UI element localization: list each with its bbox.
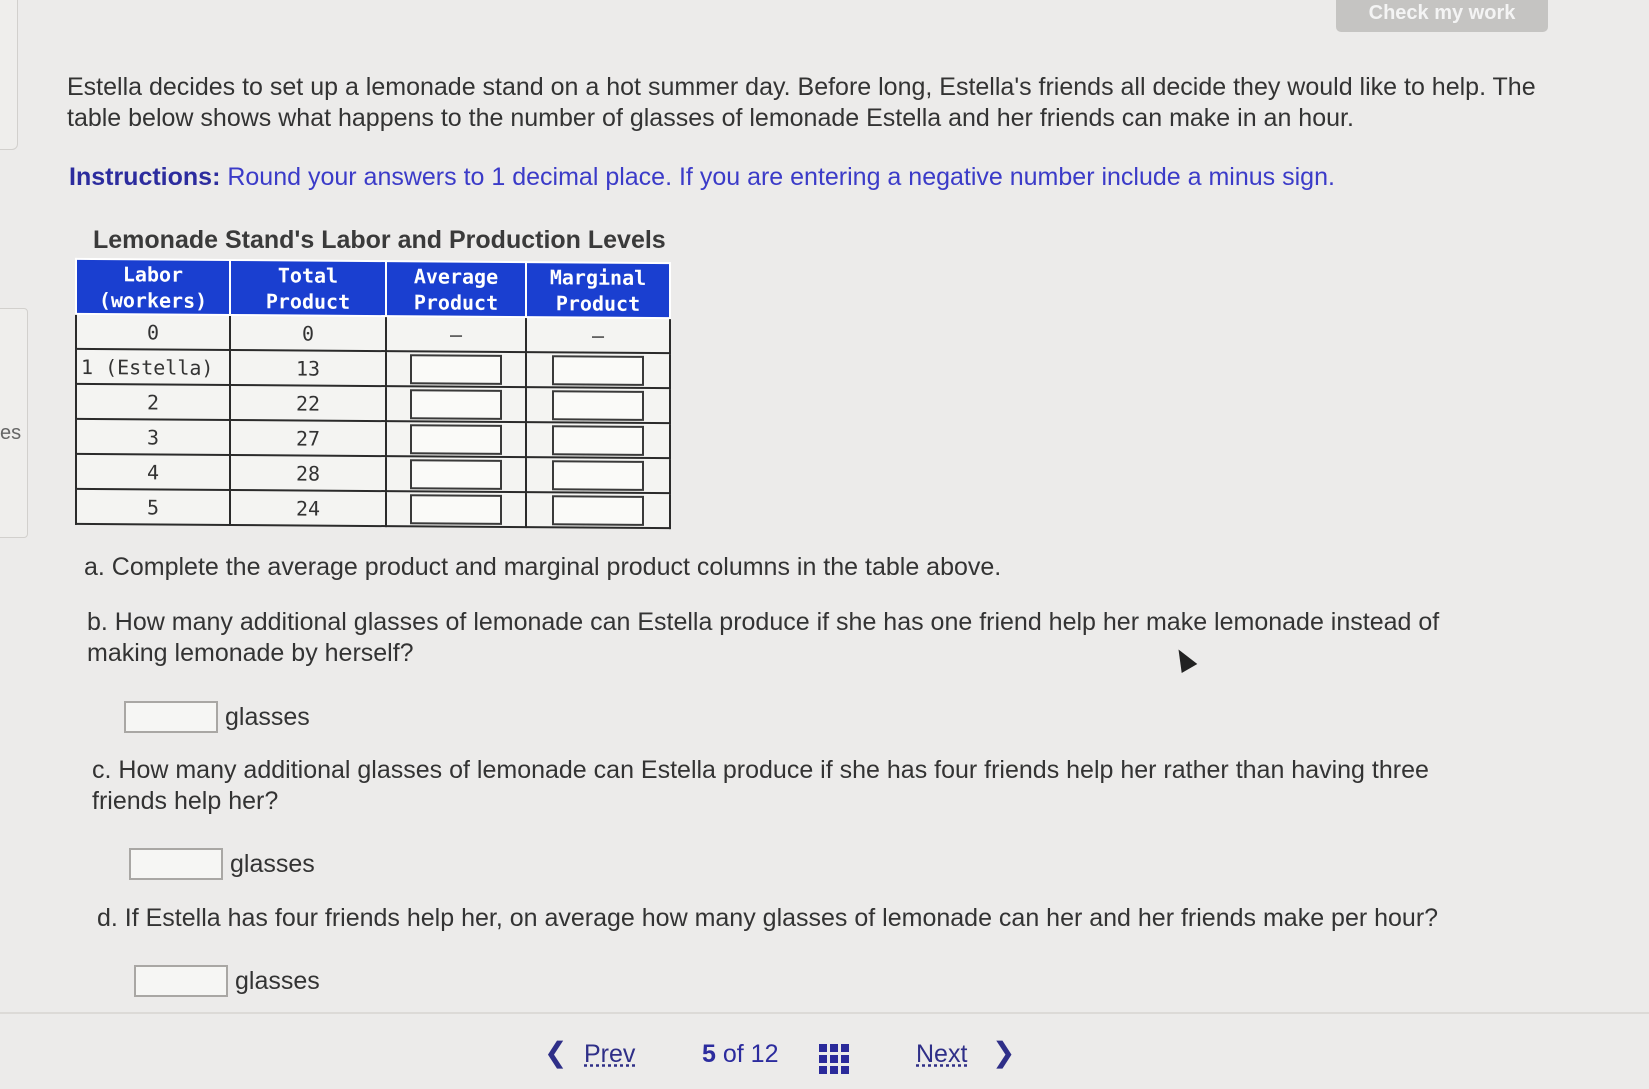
marginal-product-cell [526, 422, 670, 458]
prev-button[interactable]: Prev [584, 1040, 636, 1068]
labor-cell: 0 [76, 314, 230, 350]
instructions-text: Round your answers to 1 decimal place. If you are entering a negative number include a minus sign. [220, 163, 1335, 191]
average-product-cell [386, 491, 526, 527]
marginal-product-input[interactable] [552, 390, 644, 421]
page-of: of [722, 1040, 744, 1068]
footer-divider [0, 1012, 1649, 1014]
answer-d-unit: glasses [235, 966, 320, 995]
labor-cell: 4 [76, 454, 230, 490]
table-row [76, 454, 670, 493]
chevron-left-icon[interactable]: ❮ [544, 1037, 568, 1068]
marginal-product-cell [526, 387, 670, 423]
table-row [76, 349, 670, 388]
average-product-cell [386, 351, 526, 387]
question-b: b. How many additional glasses of lemonade can Estella produce if she has one friend help her make lemonade instead of making lemonade by herself? [87, 608, 1440, 667]
marginal-product-input[interactable] [552, 460, 644, 491]
total-product-cell: 28 [230, 455, 386, 491]
intro-paragraph: Estella decides to set up a lemonade stand on a hot summer day. Before long, Estella's friends all decide they would like to help. The table below shows what happens to the number of glasses of lemonade Estella and her friends can make in an hour. [67, 73, 1536, 132]
answer-c-input[interactable] [129, 848, 223, 880]
table-row [76, 419, 670, 458]
page-indicator [702, 1040, 778, 1069]
answer-b-row [124, 701, 310, 733]
labor-cell: 3 [76, 419, 230, 455]
instructions [69, 163, 1569, 192]
next-button[interactable]: Next [916, 1040, 968, 1068]
question-c: c. How many additional glasses of lemonade can Estella produce if she has four friends help her rather than having three friends help her? [92, 756, 1429, 815]
production-table [75, 258, 671, 529]
header-labor: Labor (workers) [76, 259, 230, 315]
table-row [76, 489, 670, 528]
average-product-cell [386, 386, 526, 422]
total-product-cell: 22 [230, 385, 386, 421]
table-caption: Lemonade Stand's Labor and Production Levels [93, 226, 666, 254]
marginal-product-input[interactable] [552, 495, 644, 526]
answer-d-input[interactable] [134, 965, 228, 997]
answer-c-unit: glasses [230, 849, 315, 878]
question-a: a. Complete the average product and marginal product columns in the table above. [84, 553, 1002, 581]
average-product-cell: – [386, 316, 526, 352]
marginal-product-input[interactable] [552, 355, 644, 386]
check-my-work-button[interactable]: Check my work [1336, 0, 1548, 32]
labor-cell: 2 [76, 384, 230, 420]
average-product-input[interactable] [410, 389, 502, 420]
marginal-product-cell [526, 492, 670, 528]
header-marginal-product: Marginal Product [526, 262, 670, 318]
question-d: d. If Estella has four friends help her, on average how many glasses of lemonade can her and her friends make per hour? [97, 904, 1439, 932]
chevron-right-icon[interactable]: ❯ [992, 1037, 1016, 1068]
left-panel-edge [0, 0, 18, 150]
average-product-input[interactable] [410, 494, 502, 525]
table-row [76, 314, 670, 353]
average-product-input[interactable] [410, 459, 502, 490]
labor-cell: 1 (Estella) [76, 349, 230, 385]
table-row [76, 384, 670, 423]
current-page: 5 [702, 1040, 716, 1068]
marginal-product-input[interactable] [552, 425, 644, 456]
answer-d-row [134, 965, 320, 997]
left-clipped-text: es [0, 422, 22, 444]
marginal-product-cell [526, 352, 670, 388]
instructions-label: Instructions: [69, 163, 221, 191]
total-product-cell: 0 [230, 315, 386, 351]
average-product-cell [386, 421, 526, 457]
total-product-cell: 13 [230, 350, 386, 386]
total-product-cell: 24 [230, 490, 386, 526]
answer-b-unit: glasses [225, 702, 310, 731]
header-total-product: Total Product [230, 260, 386, 316]
answer-b-input[interactable] [124, 701, 218, 733]
marginal-product-cell [526, 457, 670, 493]
average-product-input[interactable] [410, 424, 502, 455]
labor-cell: 5 [76, 489, 230, 525]
answer-c-row [129, 848, 315, 880]
header-average-product: Average Product [386, 261, 526, 317]
table-header-row [76, 259, 670, 318]
average-product-input[interactable] [410, 354, 502, 385]
grid-icon[interactable] [819, 1044, 849, 1074]
total-product-cell: 27 [230, 420, 386, 456]
average-product-cell [386, 456, 526, 492]
marginal-product-cell: – [526, 317, 670, 353]
total-pages: 12 [750, 1040, 779, 1068]
